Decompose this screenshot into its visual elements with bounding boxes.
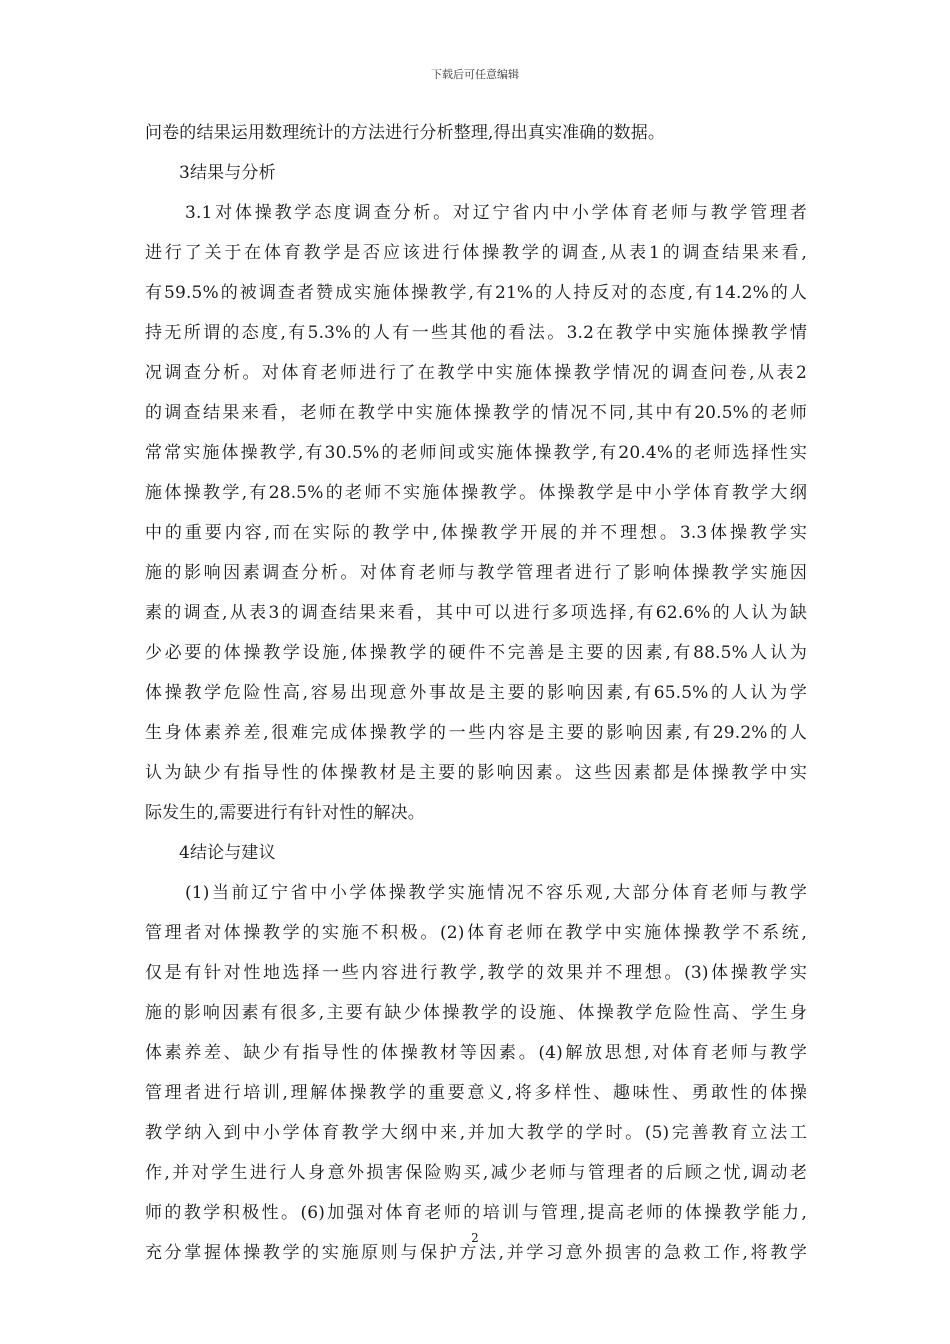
paragraph-line: 3.1对体操教学态度调查分析。对辽宁省内中小学体育老师与教学管理者	[185, 203, 807, 223]
paragraph-line: 充分掌握体操教学的实施原则与保护方法,并学习意外损害的急救工作,将教学	[145, 1243, 807, 1263]
paragraph-line: 体素养差、缺少有指导性的体操教材等因素。(4)解放思想,对体育老师与教学	[145, 1043, 807, 1063]
paragraph-line: 中的重要内容,而在实际的教学中,体操教学开展的并不理想。3.3体操教学实	[145, 523, 807, 543]
paragraph-line: 管理者进行培训,理解体操教学的重要意义,将多样性、趣味性、勇敢性的体操	[145, 1083, 807, 1103]
paragraph-line: 作,并对学生进行人身意外损害保险购买,减少老师与管理者的后顾之忧,调动老	[145, 1163, 807, 1183]
paragraph-line: 体操教学危险性高,容易出现意外事故是主要的影响因素,有65.5%的人认为学	[145, 683, 807, 703]
paragraph-line: 际发生的,需要进行有针对性的解决。	[145, 803, 425, 823]
paragraph-line: 师的教学积极性。(6)加强对体育老师的培训与管理,提高老师的体操教学能力,	[145, 1203, 807, 1223]
paragraph-line: 少必要的体操教学设施,体操教学的硬件不完善是主要的因素,有88.5%人认为	[145, 643, 807, 663]
paragraph-line: 认为缺少有指导性的体操教材是主要的影响因素。这些因素都是体操教学中实	[145, 763, 807, 783]
section-heading-conclusions: 4结论与建议	[179, 843, 276, 863]
paragraph-line: 生身体素养差,很难完成体操教学的一些内容是主要的影响因素,有29.2%的人	[145, 723, 807, 743]
paragraph-line: 施体操教学,有28.5%的老师不实施体操教学。体操教学是中小学体育教学大纲	[145, 483, 807, 503]
paragraph-line: 持无所谓的态度,有5.3%的人有一些其他的看法。3.2在教学中实施体操教学情	[145, 323, 807, 343]
paragraph-line: 况调查分析。对体育老师进行了在教学中实施体操教学情况的调查问卷,从表2	[145, 363, 807, 383]
page-header-note: 下载后可任意编辑	[431, 68, 519, 81]
paragraph-line: 的调查结果来看，老师在教学中实施体操教学的情况不同,其中有20.5%的老师	[145, 403, 807, 423]
paragraph-line: 施的影响因素调查分析。对体育老师与教学管理者进行了影响体操教学实施因	[145, 563, 807, 583]
section-heading-results: 3结果与分析	[179, 163, 276, 183]
paragraph-line: 素的调查,从表3的调查结果来看，其中可以进行多项选择,有62.6%的人认为缺	[145, 603, 807, 623]
paragraph-line: 仅是有针对性地选择一些内容进行教学,教学的效果并不理想。(3)体操教学实	[145, 963, 807, 983]
paragraph-line: (1)当前辽宁省中小学体操教学实施情况不容乐观,大部分体育老师与教学	[185, 883, 807, 903]
body-text	[145, 113, 807, 1273]
paragraph-line: 常常实施体操教学,有30.5%的老师间或实施体操教学,有20.4%的老师选择性实	[145, 443, 807, 463]
paragraph-line: 问卷的结果运用数理统计的方法进行分析整理,得出真实准确的数据。	[145, 123, 666, 143]
page-number: 2	[471, 1231, 479, 1245]
paragraph-line: 施的影响因素有很多,主要有缺少体操教学的设施、体操教学危险性高、学生身	[145, 1003, 807, 1023]
paragraph-line: 有59.5%的被调查者赞成实施体操教学,有21%的人持反对的态度,有14.2%的人	[145, 283, 807, 303]
paragraph-line: 管理者对体操教学的实施不积极。(2)体育老师在教学中实施体操教学不系统,	[145, 923, 807, 943]
paragraph-line: 教学纳入到中小学体育教学大纲中来,并加大教学的学时。(5)完善教育立法工	[145, 1123, 807, 1143]
paragraph-line: 进行了关于在体育教学是否应该进行体操教学的调查,从表1的调查结果来看,	[145, 243, 807, 263]
